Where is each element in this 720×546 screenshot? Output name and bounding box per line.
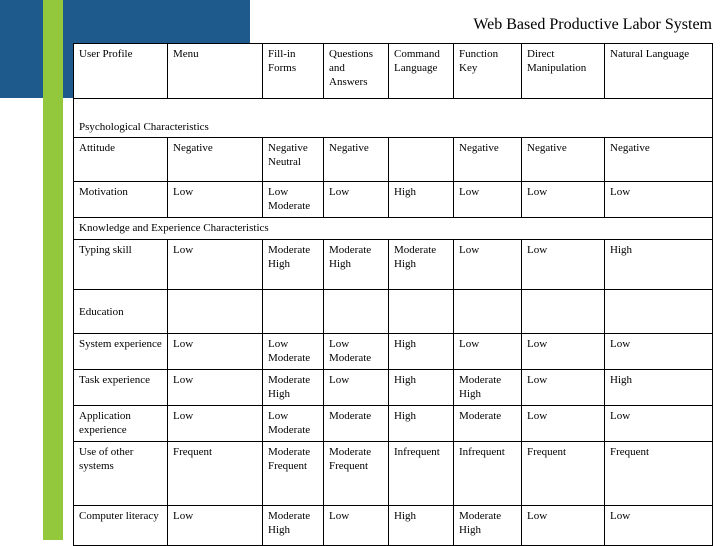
section-label: Psychological Characteristics (74, 99, 713, 138)
table-cell: Low (168, 334, 263, 370)
table-cell: Low (605, 334, 713, 370)
column-header: Natural Language (605, 44, 713, 99)
table-cell: Moderate High (324, 240, 389, 290)
table-cell: Moderate Frequent (263, 442, 324, 506)
decorative-green-bar (43, 0, 63, 540)
row-label: Task experience (74, 370, 168, 406)
table-cell: Moderate High (263, 240, 324, 290)
table-cell (389, 138, 454, 182)
table-cell: Low (324, 182, 389, 218)
table-cell: Low (168, 182, 263, 218)
table-cell: Infrequent (389, 442, 454, 506)
table-cell: Low Moderate (263, 406, 324, 442)
table-cell: Low (324, 370, 389, 406)
section-label: Knowledge and Experience Characteristics (74, 218, 713, 240)
column-header: Command Language (389, 44, 454, 99)
column-header: Menu (168, 44, 263, 99)
table-cell: Low (605, 506, 713, 546)
table-cell: Negative Neutral (263, 138, 324, 182)
table-cell: Low Moderate (263, 334, 324, 370)
table-cell (168, 290, 263, 334)
column-header: User Profile (74, 44, 168, 99)
profile-table (73, 43, 713, 546)
row-label: Attitude (74, 138, 168, 182)
table-cell (389, 290, 454, 334)
table-cell: Low (168, 406, 263, 442)
table-row (74, 138, 713, 182)
section-row (74, 218, 713, 240)
table-cell: Low (168, 370, 263, 406)
column-header: Function Key (454, 44, 522, 99)
table-cell: Negative (324, 138, 389, 182)
table-cell: Low (454, 334, 522, 370)
table-cell: High (389, 370, 454, 406)
table-cell: Low (454, 182, 522, 218)
table-cell: High (605, 240, 713, 290)
table-cell (605, 290, 713, 334)
table-cell: Negative (168, 138, 263, 182)
table-cell: Frequent (168, 442, 263, 506)
table-cell: High (389, 334, 454, 370)
table-cell: Low (605, 406, 713, 442)
row-label: System experience (74, 334, 168, 370)
table-row (74, 406, 713, 442)
table-cell: Low (454, 240, 522, 290)
table-cell: Negative (454, 138, 522, 182)
table-row (74, 442, 713, 506)
section-row (74, 99, 713, 138)
table-cell: Moderate (454, 406, 522, 442)
column-header: Fill-in Forms (263, 44, 324, 99)
table-cell: Moderate High (389, 240, 454, 290)
table-cell: Moderate High (263, 506, 324, 546)
table-cell: High (389, 406, 454, 442)
table-cell: Low (522, 240, 605, 290)
table-cell: High (605, 370, 713, 406)
table-row (74, 290, 713, 334)
table-cell (522, 290, 605, 334)
table-cell: Moderate High (263, 370, 324, 406)
table-cell: Low (168, 506, 263, 546)
column-header: Questions and Answers (324, 44, 389, 99)
table-cell: Low (324, 506, 389, 546)
table-cell: Infrequent (454, 442, 522, 506)
table-cell: Low Moderate (263, 182, 324, 218)
table-cell: High (389, 506, 454, 546)
table-cell: Low (168, 240, 263, 290)
table-row (74, 370, 713, 406)
table-cell: Low (522, 406, 605, 442)
row-label: Typing skill (74, 240, 168, 290)
row-label: Application experience (74, 406, 168, 442)
column-header: Direct Manipulation (522, 44, 605, 99)
table-cell: Low Moderate (324, 334, 389, 370)
table-cell (263, 290, 324, 334)
row-label: Computer literacy (74, 506, 168, 546)
table-cell (454, 290, 522, 334)
header-row (74, 44, 713, 99)
table-cell: Moderate (324, 406, 389, 442)
table-cell: Low (522, 506, 605, 546)
table-cell: Moderate Frequent (324, 442, 389, 506)
page-title: Web Based Productive Labor System (473, 16, 712, 33)
table-cell: Low (522, 370, 605, 406)
row-label: Use of other systems (74, 442, 168, 506)
table-row (74, 182, 713, 218)
table-cell (324, 290, 389, 334)
table-cell: Low (605, 182, 713, 218)
table-cell: Frequent (605, 442, 713, 506)
table-row (74, 334, 713, 370)
section-label: Education (74, 290, 168, 334)
table-cell: Negative (522, 138, 605, 182)
row-label: Motivation (74, 182, 168, 218)
table-cell: Negative (605, 138, 713, 182)
table-cell: High (389, 182, 454, 218)
table-cell: Moderate High (454, 506, 522, 546)
table-cell: Moderate High (454, 370, 522, 406)
table-cell: Frequent (522, 442, 605, 506)
table-row (74, 240, 713, 290)
table-cell: Low (522, 334, 605, 370)
table-cell: Low (522, 182, 605, 218)
